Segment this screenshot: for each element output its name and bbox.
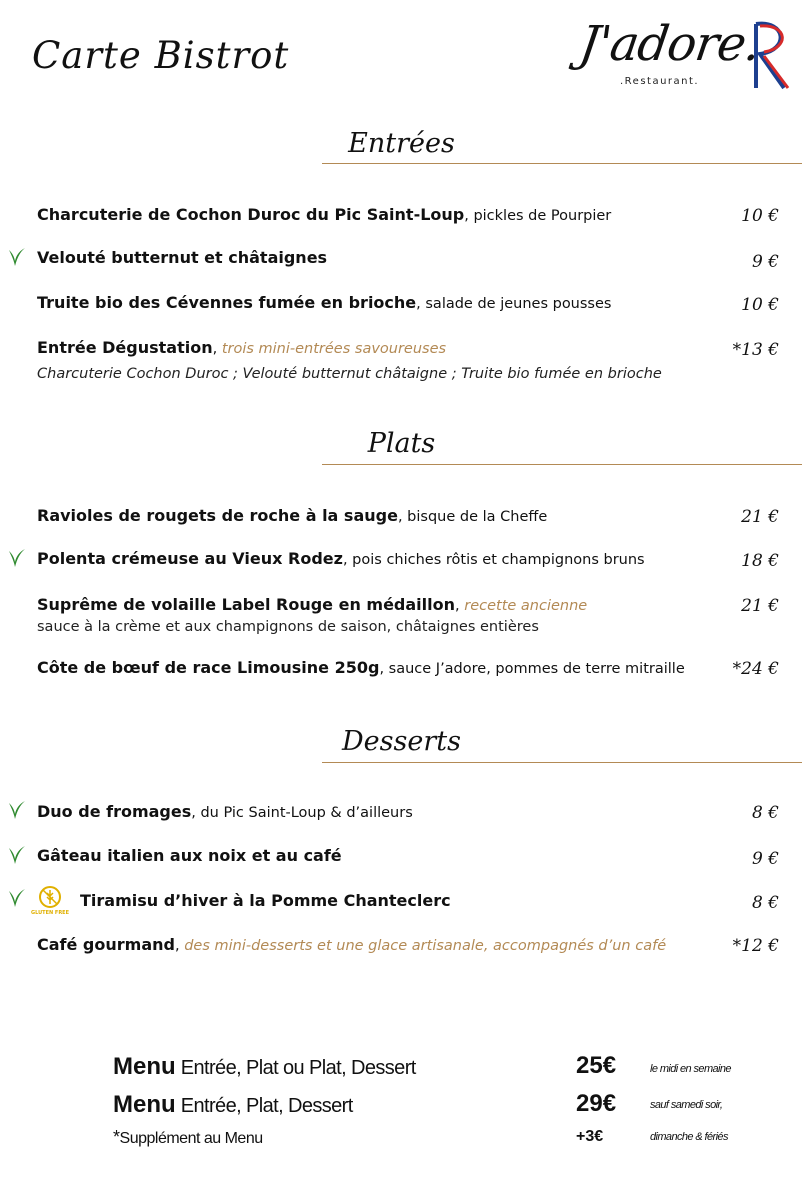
item-name: Duo de fromages (37, 802, 192, 821)
item-description: , sauce J’adore, pommes de terre mitraille (379, 661, 685, 677)
leaf-icon (6, 547, 26, 569)
gluten-free-text: GLUTEN FREE (30, 910, 70, 916)
item-name: Suprême de volaille Label Rouge en médaillon (37, 595, 456, 614)
item-description: , (455, 598, 465, 614)
section-title-entrees: Entrées (348, 128, 455, 159)
menu-formula (113, 1053, 416, 1081)
item-name: Truite bio des Cévennes fumée en brioche (37, 293, 417, 312)
leaf-icon (6, 844, 26, 866)
menu-detail: Entrée, Plat, Dessert (180, 1095, 353, 1117)
logo-script: J'adore. (576, 16, 764, 72)
item-price: *24 € (732, 659, 779, 679)
menu-word: Menu (113, 1053, 176, 1080)
item-price: 10 € (741, 295, 779, 315)
menu-detail: Entrée, Plat ou Plat, Dessert (180, 1057, 416, 1079)
item-description-italic: recette ancienne (464, 598, 588, 614)
menu-note: sauf samedi soir, (650, 1099, 723, 1111)
leaf-icon (6, 887, 26, 909)
item-price: 10 € (741, 206, 779, 226)
item-description: , bisque de la Cheffe (397, 509, 548, 525)
item-price: 21 € (741, 507, 779, 527)
item-description: , (212, 341, 222, 357)
menu-item (37, 595, 587, 616)
item-description: , du Pic Saint-Loup & d’ailleurs (191, 805, 413, 821)
supplement-star: * (113, 1127, 120, 1147)
item-price: 9 € (751, 849, 779, 869)
item-name: Gâteau italien aux noix et au café (37, 846, 342, 865)
page-title: Carte Bistrot (32, 34, 290, 77)
item-price: 8 € (751, 893, 779, 913)
leaf-icon (6, 246, 26, 268)
menu-item (37, 506, 547, 527)
menu-item (37, 205, 611, 226)
menu-item (37, 658, 685, 679)
menu-note: le midi en semaine (650, 1063, 731, 1075)
leaf-icon (6, 799, 26, 821)
menu-item (37, 935, 666, 956)
item-description: , salade de jeunes pousses (416, 296, 612, 312)
menu-word: Menu (113, 1091, 176, 1118)
logo-r-icon (750, 18, 794, 92)
section-divider (322, 163, 802, 164)
item-description-italic: des mini-desserts et une glace artisanale, accompagnés d’un café (184, 938, 667, 954)
item-description: , (174, 938, 185, 954)
item-price: 8 € (751, 803, 779, 823)
menu-note: dimanche & fériés (650, 1131, 728, 1143)
menu-item (37, 802, 413, 823)
item-name: Charcuterie de Cochon Duroc du Pic Saint-Loup (37, 205, 465, 224)
item-price: 9 € (751, 252, 779, 272)
item-description-italic: trois mini-entrées savoureuses (221, 341, 447, 357)
menu-item (37, 293, 611, 314)
item-name: Polenta crémeuse au Vieux Rodez (37, 549, 343, 568)
item-price: 18 € (741, 551, 779, 571)
logo-subtitle: .Restaurant. (620, 76, 700, 87)
section-divider (322, 464, 802, 465)
gluten-free-icon (30, 886, 70, 916)
menu-price: 25€ (576, 1052, 617, 1079)
menu-price: 29€ (576, 1090, 617, 1117)
supplement-price: +3€ (576, 1128, 604, 1145)
section-title-plats: Plats (367, 428, 436, 459)
item-description: , pickles de Pourpier (464, 208, 612, 224)
menu-item (37, 846, 342, 866)
item-name: Café gourmand (37, 935, 175, 954)
restaurant-logo (576, 14, 794, 94)
section-title-desserts: Desserts (342, 726, 461, 757)
item-subline: sauce à la crème et aux champignons de saison, châtaignes entières (37, 619, 539, 635)
menu-supplement (113, 1127, 263, 1148)
item-price: *13 € (732, 340, 779, 360)
section-divider (322, 762, 802, 763)
supplement-label: Supplément au Menu (119, 1130, 263, 1147)
item-price: *12 € (732, 936, 779, 956)
menu-item (37, 549, 645, 570)
item-name: Entrée Dégustation (37, 338, 213, 357)
item-subline: Charcuterie Cochon Duroc ; Velouté butternut châtaigne ; Truite bio fumée en brioche (37, 366, 662, 382)
item-name: Ravioles de rougets de roche à la sauge (37, 506, 398, 525)
menu-item (37, 338, 446, 359)
item-name: Tiramisu d’hiver à la Pomme Chanteclerc (80, 891, 451, 910)
item-price: 21 € (741, 596, 779, 616)
item-description: , pois chiches rôtis et champignons bruns (342, 552, 645, 568)
item-name: Velouté butternut et châtaignes (37, 248, 328, 267)
menu-item (37, 248, 327, 268)
menu-item (80, 891, 451, 911)
menu-formula (113, 1091, 353, 1119)
item-name: Côte de bœuf de race Limousine 250g (37, 658, 380, 677)
